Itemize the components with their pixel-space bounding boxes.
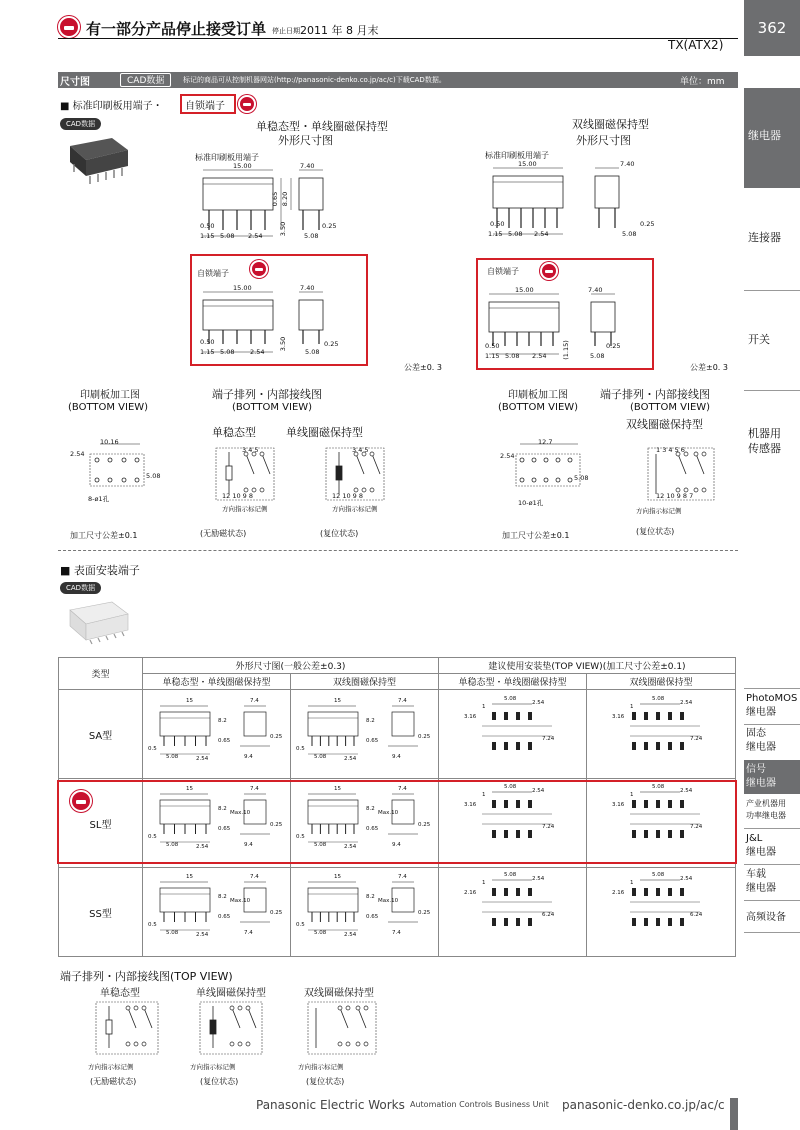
dim-115: 1.15 <box>485 352 500 360</box>
double-coil-label: 双线圈磁保持型 <box>626 418 703 431</box>
tv-no-excite: (无励磁状态) <box>90 1077 137 1086</box>
sidebar-divider <box>744 390 800 391</box>
pad-offset: 2.16 <box>464 890 477 896</box>
smd-pad-layout <box>442 690 586 774</box>
dim-508: 5.08 <box>314 842 327 848</box>
pad-span: 6.24 <box>542 912 555 918</box>
top-view-title: 端子排列・内部接线图(TOP VIEW) <box>60 970 233 983</box>
pad-1: 1 <box>630 880 634 886</box>
pcb-layout-left: 印刷板加工图 <box>80 390 140 401</box>
smd-outline-drawing <box>146 866 290 950</box>
sidebar-item-sensor[interactable]: 机器用 传感器 <box>748 427 781 455</box>
latch-terminal-label-right: 自锁端子 <box>487 267 519 276</box>
pin-diagram-double-coil <box>644 444 718 514</box>
dim-254: 2.54 <box>196 756 209 762</box>
pins-top: 3 4 5 <box>242 446 259 454</box>
pcb-layout-right: 印刷板加工图 <box>508 390 568 401</box>
dim-74: 7.4 <box>398 698 407 704</box>
dim-115: 1.15 <box>200 348 215 356</box>
bottom-view-far-right: (BOTTOM VIEW) <box>630 402 711 413</box>
dim-74: 7.4 <box>250 698 259 704</box>
header-rule <box>58 38 738 39</box>
dim-max10: Max.10 <box>378 898 399 904</box>
pin-arrangement-right: 端子排列・内部接线图 <box>600 388 710 401</box>
dim-74: 7.4 <box>398 786 407 792</box>
pins-bottom: 12 10 9 8 7 <box>656 492 694 500</box>
pad-span: 7.24 <box>690 736 703 742</box>
section-title: 尺寸图 <box>60 77 90 88</box>
pins-bottom: 12 10 9 8 <box>332 492 364 500</box>
machining-tol-left: 加工尺寸公差±0.1 <box>70 531 138 540</box>
pad-1: 1 <box>482 704 486 710</box>
dim-width: 15.00 <box>518 160 537 168</box>
product-photo-smd <box>64 596 134 652</box>
dim-15: 15 <box>334 786 341 792</box>
tv-diagram-single-coil <box>196 998 266 1060</box>
sidebar-item-photomos[interactable]: PhotoMOS 继电器 <box>746 693 798 718</box>
footer-brand: Panasonic Electric Works <box>256 1098 405 1112</box>
dim-side: 7.40 <box>300 162 315 170</box>
section-divider <box>58 550 738 551</box>
dim-15: 15 <box>186 698 193 704</box>
pitch-508: 5.08 <box>146 472 161 480</box>
pad-254: 2.54 <box>532 700 545 706</box>
sidebar-item-rf[interactable]: 高频设备 <box>746 912 786 923</box>
dim-height: 8.2 <box>218 718 227 724</box>
pad-254: 2.54 <box>532 876 545 882</box>
latch-label: 自锁端子 <box>185 101 225 112</box>
bottom-view-left: (BOTTOM VIEW) <box>68 402 149 413</box>
dim-508: 5.08 <box>508 230 523 238</box>
col-type: 类型 <box>59 658 143 690</box>
smd-outline-drawing <box>294 778 438 862</box>
dim-050: 0.50 <box>490 220 505 228</box>
dim-254: 2.54 <box>248 232 263 240</box>
smd-pad-layout <box>590 690 734 774</box>
pad-offset: 3.16 <box>464 714 477 720</box>
footer-unit: Automation Controls Business Unit <box>410 1100 549 1109</box>
dim-width: 15.00 <box>233 284 252 292</box>
dim-115-paren: (1.15) <box>561 340 570 360</box>
pin-arrangement-left: 端子排列・内部接线图 <box>212 388 322 401</box>
col-outline: 外形尺寸图(一般公差±0.3) <box>143 658 439 674</box>
sidebar-item-relay[interactable]: 继电器 <box>744 88 800 188</box>
dim-15: 15 <box>334 698 341 704</box>
pad-1: 1 <box>482 880 486 886</box>
dim-025: 0.25 <box>418 734 431 740</box>
dim-350: 3.50 <box>279 336 288 352</box>
pcb-section-title: ■ 标准印刷板用端子・ <box>60 101 163 112</box>
dim-025: 0.25 <box>322 222 337 230</box>
sidebar-item-switch[interactable]: 开关 <box>748 333 770 346</box>
pad-254: 2.54 <box>532 788 545 794</box>
pad-offset: 3.16 <box>464 802 477 808</box>
cad-badge-smd[interactable]: CAD数据 <box>60 582 101 594</box>
std-terminal-label-right: 标准印刷板用端子 <box>485 151 549 160</box>
pitch-254-right: 2.54 <box>500 452 515 460</box>
dim-508: 5.08 <box>505 352 520 360</box>
footer-bar <box>730 1098 738 1130</box>
dim-065: 0.65 <box>271 191 280 207</box>
left-heading: 单稳态型・单线圈磁保持型 <box>256 120 388 133</box>
dim-050: 0.50 <box>485 342 500 350</box>
dim-025: 0.25 <box>606 342 621 350</box>
tv-reset-2: (复位状态) <box>306 1077 345 1086</box>
pitch-254: 2.54 <box>70 450 85 458</box>
dim-820: 8.20 <box>281 191 290 207</box>
std-terminal-label-left: 标准印刷板用端子 <box>195 153 259 162</box>
dim-05: 0.5 <box>148 922 157 928</box>
left-outline-label: 外形尺寸图 <box>278 134 333 147</box>
dim-025: 0.25 <box>270 910 283 916</box>
sidebar-divider <box>744 724 800 725</box>
bottom-view-mid: (BOTTOM VIEW) <box>232 402 313 413</box>
dim-254: 2.54 <box>344 756 357 762</box>
cad-badge[interactable]: CAD数据 <box>60 118 101 130</box>
unit-label: 单位：mm <box>680 77 725 87</box>
dim-065: 0.65 <box>218 738 231 744</box>
dim-508: 5.08 <box>314 930 327 936</box>
dim-254: 2.54 <box>344 932 357 938</box>
pad-254: 2.54 <box>680 876 693 882</box>
dim-74: 7.4 <box>398 874 407 880</box>
latch-terminal-label-left: 自锁端子 <box>197 269 229 278</box>
holes-left: 8-ø1孔 <box>88 495 110 503</box>
tv-diagram-single-stable <box>92 998 162 1060</box>
dim-74: 7.4 <box>250 786 259 792</box>
dim-05: 0.5 <box>296 834 305 840</box>
pad-offset: 3.16 <box>612 714 625 720</box>
pitch-508-right: 5.08 <box>574 474 589 482</box>
single-coil-label: 单线圈磁保持型 <box>286 426 363 439</box>
dim-05: 0.5 <box>148 834 157 840</box>
cad-tag: CAD数据 <box>120 73 171 87</box>
dim-254: 2.54 <box>250 348 265 356</box>
dim-508: 5.08 <box>166 842 179 848</box>
sub-single-outline: 单稳态型・单线圈磁保持型 <box>143 674 291 690</box>
sub-single-pad: 单稳态型・单线圈磁保持型 <box>439 674 587 690</box>
sidebar-divider <box>744 290 800 291</box>
right-outline-label: 外形尺寸图 <box>576 134 631 147</box>
dim-508: 5.08 <box>314 754 327 760</box>
pad-508: 5.08 <box>504 872 517 878</box>
stop-order-icon <box>70 790 92 815</box>
pad-1: 1 <box>630 792 634 798</box>
sidebar-divider <box>744 900 800 901</box>
dim-508-side: 5.08 <box>305 348 320 356</box>
sidebar-item-ssr[interactable]: 固态 继电器 <box>746 728 776 753</box>
machining-tol-right: 加工尺寸公差±0.1 <box>502 531 570 540</box>
dim-508: 5.08 <box>166 754 179 760</box>
dim-508: 5.08 <box>166 930 179 936</box>
dim-508: 5.08 <box>220 232 235 240</box>
row-type-sa: SA型 <box>59 690 143 779</box>
stop-order-icon <box>250 260 268 281</box>
pad-span: 7.24 <box>542 736 555 742</box>
cad-note: 标记的商品可从控制机器网站(http://panasonic-denko.co.jp/ac/c)下载CAD数据。 <box>183 76 446 84</box>
bottom-view-right: (BOTTOM VIEW) <box>498 402 579 413</box>
dim-254: 2.54 <box>534 230 549 238</box>
col-pad: 建议使用安装垫(TOP VIEW)(加工尺寸公差±0.1) <box>439 658 736 674</box>
single-stable-label: 单稳态型 <box>212 426 256 439</box>
dim-max10: Max.10 <box>378 810 399 816</box>
pad-508: 5.08 <box>504 784 517 790</box>
dim-115: 1.15 <box>200 232 215 240</box>
dim-height: 8.2 <box>366 718 375 724</box>
dim-065: 0.65 <box>218 826 231 832</box>
footer-url[interactable]: panasonic-denko.co.jp/ac/c <box>562 1098 725 1112</box>
dim-side: 7.40 <box>300 284 315 292</box>
dim-05: 0.5 <box>148 746 157 752</box>
sidebar-divider <box>744 864 800 865</box>
dim-lead: 7.4 <box>392 930 401 936</box>
dim-025: 0.25 <box>640 220 655 228</box>
product-photo-dip <box>62 132 132 188</box>
dim-508: 5.08 <box>220 348 235 356</box>
smd-section-title: ■ 表面安装端子 <box>60 564 140 577</box>
smd-outline-drawing <box>146 690 290 774</box>
tv-direction-3: 方向指示标记侧 <box>298 1063 344 1071</box>
tolerance-right: 公差±0. 3 <box>690 363 728 372</box>
pad-offset: 3.16 <box>612 802 625 808</box>
sidebar-divider <box>744 932 800 933</box>
dim-height: 8.2 <box>218 894 227 900</box>
smd-pad-layout <box>442 866 586 950</box>
row-type-ss: SS型 <box>59 868 143 957</box>
pad-508: 5.08 <box>504 696 517 702</box>
pad-span: 6.24 <box>690 912 703 918</box>
dim-254: 2.54 <box>532 352 547 360</box>
stop-date: 2011 年 8 月末 <box>300 24 379 37</box>
dim-254: 2.54 <box>196 932 209 938</box>
pad-1: 1 <box>630 704 634 710</box>
tv-double-coil: 双线圈磁保持型 <box>304 988 374 999</box>
direction-mark-2: 方向指示标记侧 <box>332 505 378 513</box>
dim-254: 2.54 <box>196 844 209 850</box>
smd-outline-drawing <box>294 866 438 950</box>
dim-15: 15 <box>186 874 193 880</box>
dim-350: 3.50 <box>279 221 288 237</box>
pins-top: 1 3 4 5 6 <box>656 446 685 454</box>
pad-1: 1 <box>482 792 486 798</box>
pad-254: 2.54 <box>680 788 693 794</box>
stop-order-icon <box>540 262 558 283</box>
dim-05: 0.5 <box>296 922 305 928</box>
dim-508-side: 5.08 <box>304 232 319 240</box>
dim-115: 1.15 <box>488 230 503 238</box>
reset-2: (复位状态) <box>636 527 675 536</box>
smd-pad-layout <box>442 778 586 862</box>
dim-lead: 7.4 <box>244 930 253 936</box>
dim-025: 0.25 <box>270 734 283 740</box>
direction-mark-3: 方向指示标记侧 <box>636 507 682 515</box>
smd-outline-drawing <box>146 778 290 862</box>
dim-065: 0.65 <box>366 914 379 920</box>
dim-025: 0.25 <box>418 910 431 916</box>
tv-diagram-double-coil <box>304 998 380 1060</box>
sidebar-item-auto-relay[interactable]: 车载 继电器 <box>746 869 776 894</box>
tolerance-left: 公差±0. 3 <box>404 363 442 372</box>
pad-span: 7.24 <box>542 824 555 830</box>
pcb-holes-left <box>70 440 170 500</box>
dim-065: 0.65 <box>366 738 379 744</box>
pad-508: 5.08 <box>652 784 665 790</box>
tv-direction-2: 方向指示标记侧 <box>190 1063 236 1071</box>
dim-height: 8.2 <box>366 806 375 812</box>
model-name: TX(ATX2) <box>668 38 724 52</box>
dim-15: 15 <box>186 786 193 792</box>
dim-05: 0.5 <box>296 746 305 752</box>
sub-double-pad: 双线圈磁保持型 <box>587 674 736 690</box>
page-number: 362 <box>744 0 800 56</box>
pad-508: 5.08 <box>652 696 665 702</box>
pad-254: 2.54 <box>680 700 693 706</box>
row-type-sl: SL型 <box>59 779 143 868</box>
dim-050: 0.50 <box>200 338 215 346</box>
pins-bottom: 12 10 9 8 <box>222 492 254 500</box>
dim-508-side: 5.08 <box>622 230 637 238</box>
dim-254: 2.54 <box>344 844 357 850</box>
pad-508: 5.08 <box>652 872 665 878</box>
stop-order-notice: 有一部分产品停止接受订单 <box>86 20 267 38</box>
smd-pad-layout <box>590 778 734 862</box>
sidebar-divider <box>744 828 800 829</box>
dim-lead: 9.4 <box>244 842 253 848</box>
tv-single-stable: 单稳态型 <box>100 988 140 999</box>
pins-top: 3 4 5 <box>352 446 369 454</box>
dim-508-side: 5.08 <box>590 352 605 360</box>
holes-right: 10-ø1孔 <box>518 499 544 507</box>
dim-side: 7.40 <box>588 286 603 294</box>
tv-reset-1: (复位状态) <box>200 1077 239 1086</box>
dim-025: 0.25 <box>270 822 283 828</box>
dim-065: 0.65 <box>218 914 231 920</box>
dim-width: 15.00 <box>515 286 534 294</box>
sidebar-item-signal-relay[interactable]: 信号 继电器 <box>744 760 800 794</box>
smd-outline-drawing <box>294 690 438 774</box>
tv-single-coil: 单线圈磁保持型 <box>196 988 266 999</box>
dim-15: 15 <box>334 874 341 880</box>
dim-lead: 9.4 <box>392 842 401 848</box>
dim-025: 0.25 <box>324 340 339 348</box>
sidebar-item-jl-relay[interactable]: J&L 继电器 <box>746 833 776 858</box>
dim-max10: Max.10 <box>230 810 251 816</box>
dim-065: 0.65 <box>366 826 379 832</box>
right-heading: 双线圈磁保持型 <box>572 118 649 131</box>
dim-lead: 9.4 <box>392 754 401 760</box>
tv-direction-1: 方向指示标记侧 <box>88 1063 134 1071</box>
sidebar-item-connector[interactable]: 连接器 <box>748 231 781 244</box>
dim-025: 0.25 <box>418 822 431 828</box>
dim-width: 15.00 <box>233 162 252 170</box>
pitch-127: 12.7 <box>538 438 553 446</box>
dim-height: 8.2 <box>366 894 375 900</box>
pad-offset: 2.16 <box>612 890 625 896</box>
dim-050: 0.50 <box>200 222 215 230</box>
reset-1: (复位状态) <box>320 529 359 538</box>
pitch-1016: 10.16 <box>100 438 119 446</box>
dim-lead: 9.4 <box>244 754 253 760</box>
stop-order-icon <box>238 95 256 116</box>
dim-74: 7.4 <box>250 874 259 880</box>
sub-double-outline: 双线圈磁保持型 <box>291 674 439 690</box>
direction-mark-1: 方向指示标记侧 <box>222 505 268 513</box>
sidebar-divider <box>744 688 800 689</box>
pad-span: 7.24 <box>690 824 703 830</box>
no-excite-1: (无励磁状态) <box>200 529 247 538</box>
dim-side: 7.40 <box>620 160 635 168</box>
dim-height: 8.2 <box>218 806 227 812</box>
sidebar-item-power-relay[interactable]: 产业机器用 功率继电器 <box>746 799 786 820</box>
smd-pad-layout <box>590 866 734 950</box>
dim-max10: Max.10 <box>230 898 251 904</box>
stop-date-label: 停止日期 <box>272 27 300 35</box>
